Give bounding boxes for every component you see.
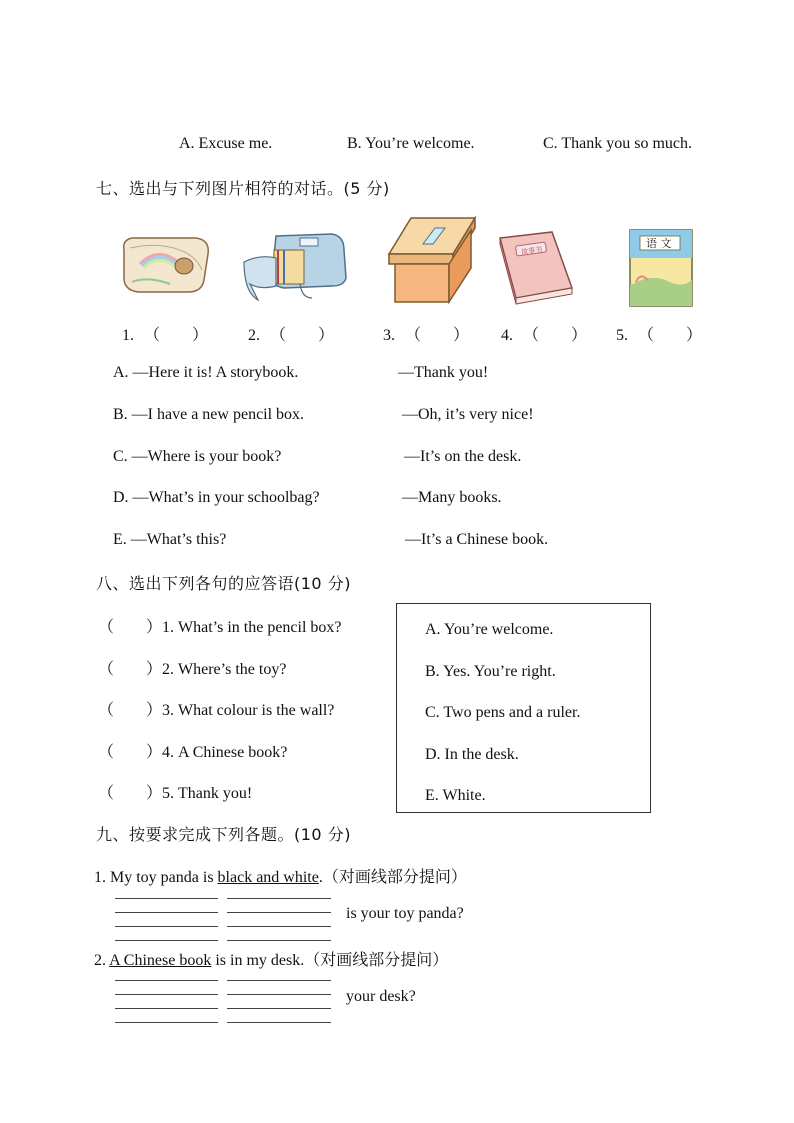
answer-line[interactable]: [115, 1008, 218, 1009]
dialog-e-answer: —It’s a Chinese book.: [405, 531, 549, 548]
section9-title: 九、按要求完成下列各题。(10 分): [96, 825, 351, 844]
question-row-2: （ ）2. Where’s the toy?: [98, 661, 287, 678]
dialog-c-question: C. —Where is your book?: [113, 448, 282, 465]
answer-line[interactable]: [115, 994, 218, 995]
dialog-a-answer: —Thank you!: [398, 364, 489, 381]
picture-label-2: 2. （ ）: [248, 327, 335, 344]
answer-line[interactable]: [115, 980, 218, 981]
answer-line[interactable]: [227, 912, 331, 913]
underlined-phrase: black and white: [217, 869, 319, 886]
answer-a: A. You’re welcome.: [425, 621, 554, 638]
dialog-b-question: B. —I have a new pencil box.: [113, 406, 305, 423]
answer-blank-5[interactable]: （ ）: [638, 327, 703, 344]
picture-label-1: 1. （ ）: [122, 327, 209, 344]
answer-line[interactable]: [227, 940, 331, 941]
underlined-phrase: A Chinese book: [109, 952, 212, 969]
answer-d: D. In the desk.: [425, 746, 519, 763]
answer-line[interactable]: [115, 898, 218, 899]
schoolbag-picture: [240, 228, 356, 302]
answer-blank-3[interactable]: （ ）: [405, 327, 470, 344]
dialog-d-answer: —Many books.: [402, 489, 502, 506]
answer-blank[interactable]: （ ）: [98, 744, 163, 761]
answer-line[interactable]: [115, 1022, 218, 1023]
desk-picture: [383, 214, 479, 306]
dialog-c-answer: —It’s on the desk.: [404, 448, 522, 465]
answer-line[interactable]: [227, 1022, 331, 1023]
question-row-3: （ ）3. What colour is the wall?: [98, 702, 335, 719]
answer-line[interactable]: [115, 912, 218, 913]
answer-line[interactable]: [227, 1008, 331, 1009]
picture-label-4: 4. （ ）: [501, 327, 588, 344]
answer-blank-1[interactable]: （ ）: [144, 327, 209, 344]
task-1-tail: is your toy panda?: [346, 905, 464, 922]
answer-blank[interactable]: （ ）: [98, 702, 163, 719]
option-c: C. Thank you so much.: [543, 135, 693, 152]
answer-c: C. Two pens and a ruler.: [425, 704, 581, 721]
svg-text:语 文: 语 文: [646, 237, 672, 250]
answer-b: B. Yes. You’re right.: [425, 663, 556, 680]
task-2-tail: your desk?: [346, 988, 416, 1005]
picture-label-3: 3. （ ）: [383, 327, 470, 344]
question-row-5: （ ）5. Thank you!: [98, 785, 253, 802]
section7-title: 七、选出与下列图片相符的对话。(5 分): [96, 179, 390, 198]
task-1-prompt: 1. My toy panda is black and white.（对画线部分提问）: [94, 869, 467, 886]
answer-line[interactable]: [227, 994, 331, 995]
question-row-1: （ ）1. What’s in the pencil box?: [98, 619, 342, 636]
answer-e: E. White.: [425, 787, 486, 804]
answer-line[interactable]: [227, 926, 331, 927]
svg-text:故事书: 故事书: [520, 245, 543, 257]
answer-line[interactable]: [227, 980, 331, 981]
answer-blank-2[interactable]: （ ）: [270, 327, 335, 344]
answer-blank[interactable]: （ ）: [98, 785, 163, 802]
answer-blank[interactable]: （ ）: [98, 619, 163, 636]
option-b: B. You’re welcome.: [347, 135, 475, 152]
dialog-b-answer: —Oh, it’s very nice!: [402, 406, 534, 423]
picture-label-5: 5. （ ）: [616, 327, 703, 344]
storybook-picture: [496, 228, 576, 306]
section8-title: 八、选出下列各句的应答语(10 分): [96, 574, 351, 593]
answer-line[interactable]: [115, 940, 218, 941]
dialog-d-question: D. —What’s in your schoolbag?: [113, 489, 320, 506]
answer-line[interactable]: [227, 898, 331, 899]
pencil-box-picture: [118, 228, 214, 298]
answer-line[interactable]: [115, 926, 218, 927]
task-2-prompt: 2. A Chinese book is in my desk.（对画线部分提问）: [94, 952, 449, 969]
question-row-4: （ ）4. A Chinese book?: [98, 744, 288, 761]
option-a: A. Excuse me.: [179, 135, 273, 152]
answer-blank-4[interactable]: （ ）: [523, 327, 588, 344]
answer-blank[interactable]: （ ）: [98, 661, 163, 678]
dialog-e-question: E. —What’s this?: [113, 531, 227, 548]
chinese-book-picture: [626, 226, 696, 310]
dialog-a-question: A. —Here it is! A storybook.: [113, 364, 299, 381]
